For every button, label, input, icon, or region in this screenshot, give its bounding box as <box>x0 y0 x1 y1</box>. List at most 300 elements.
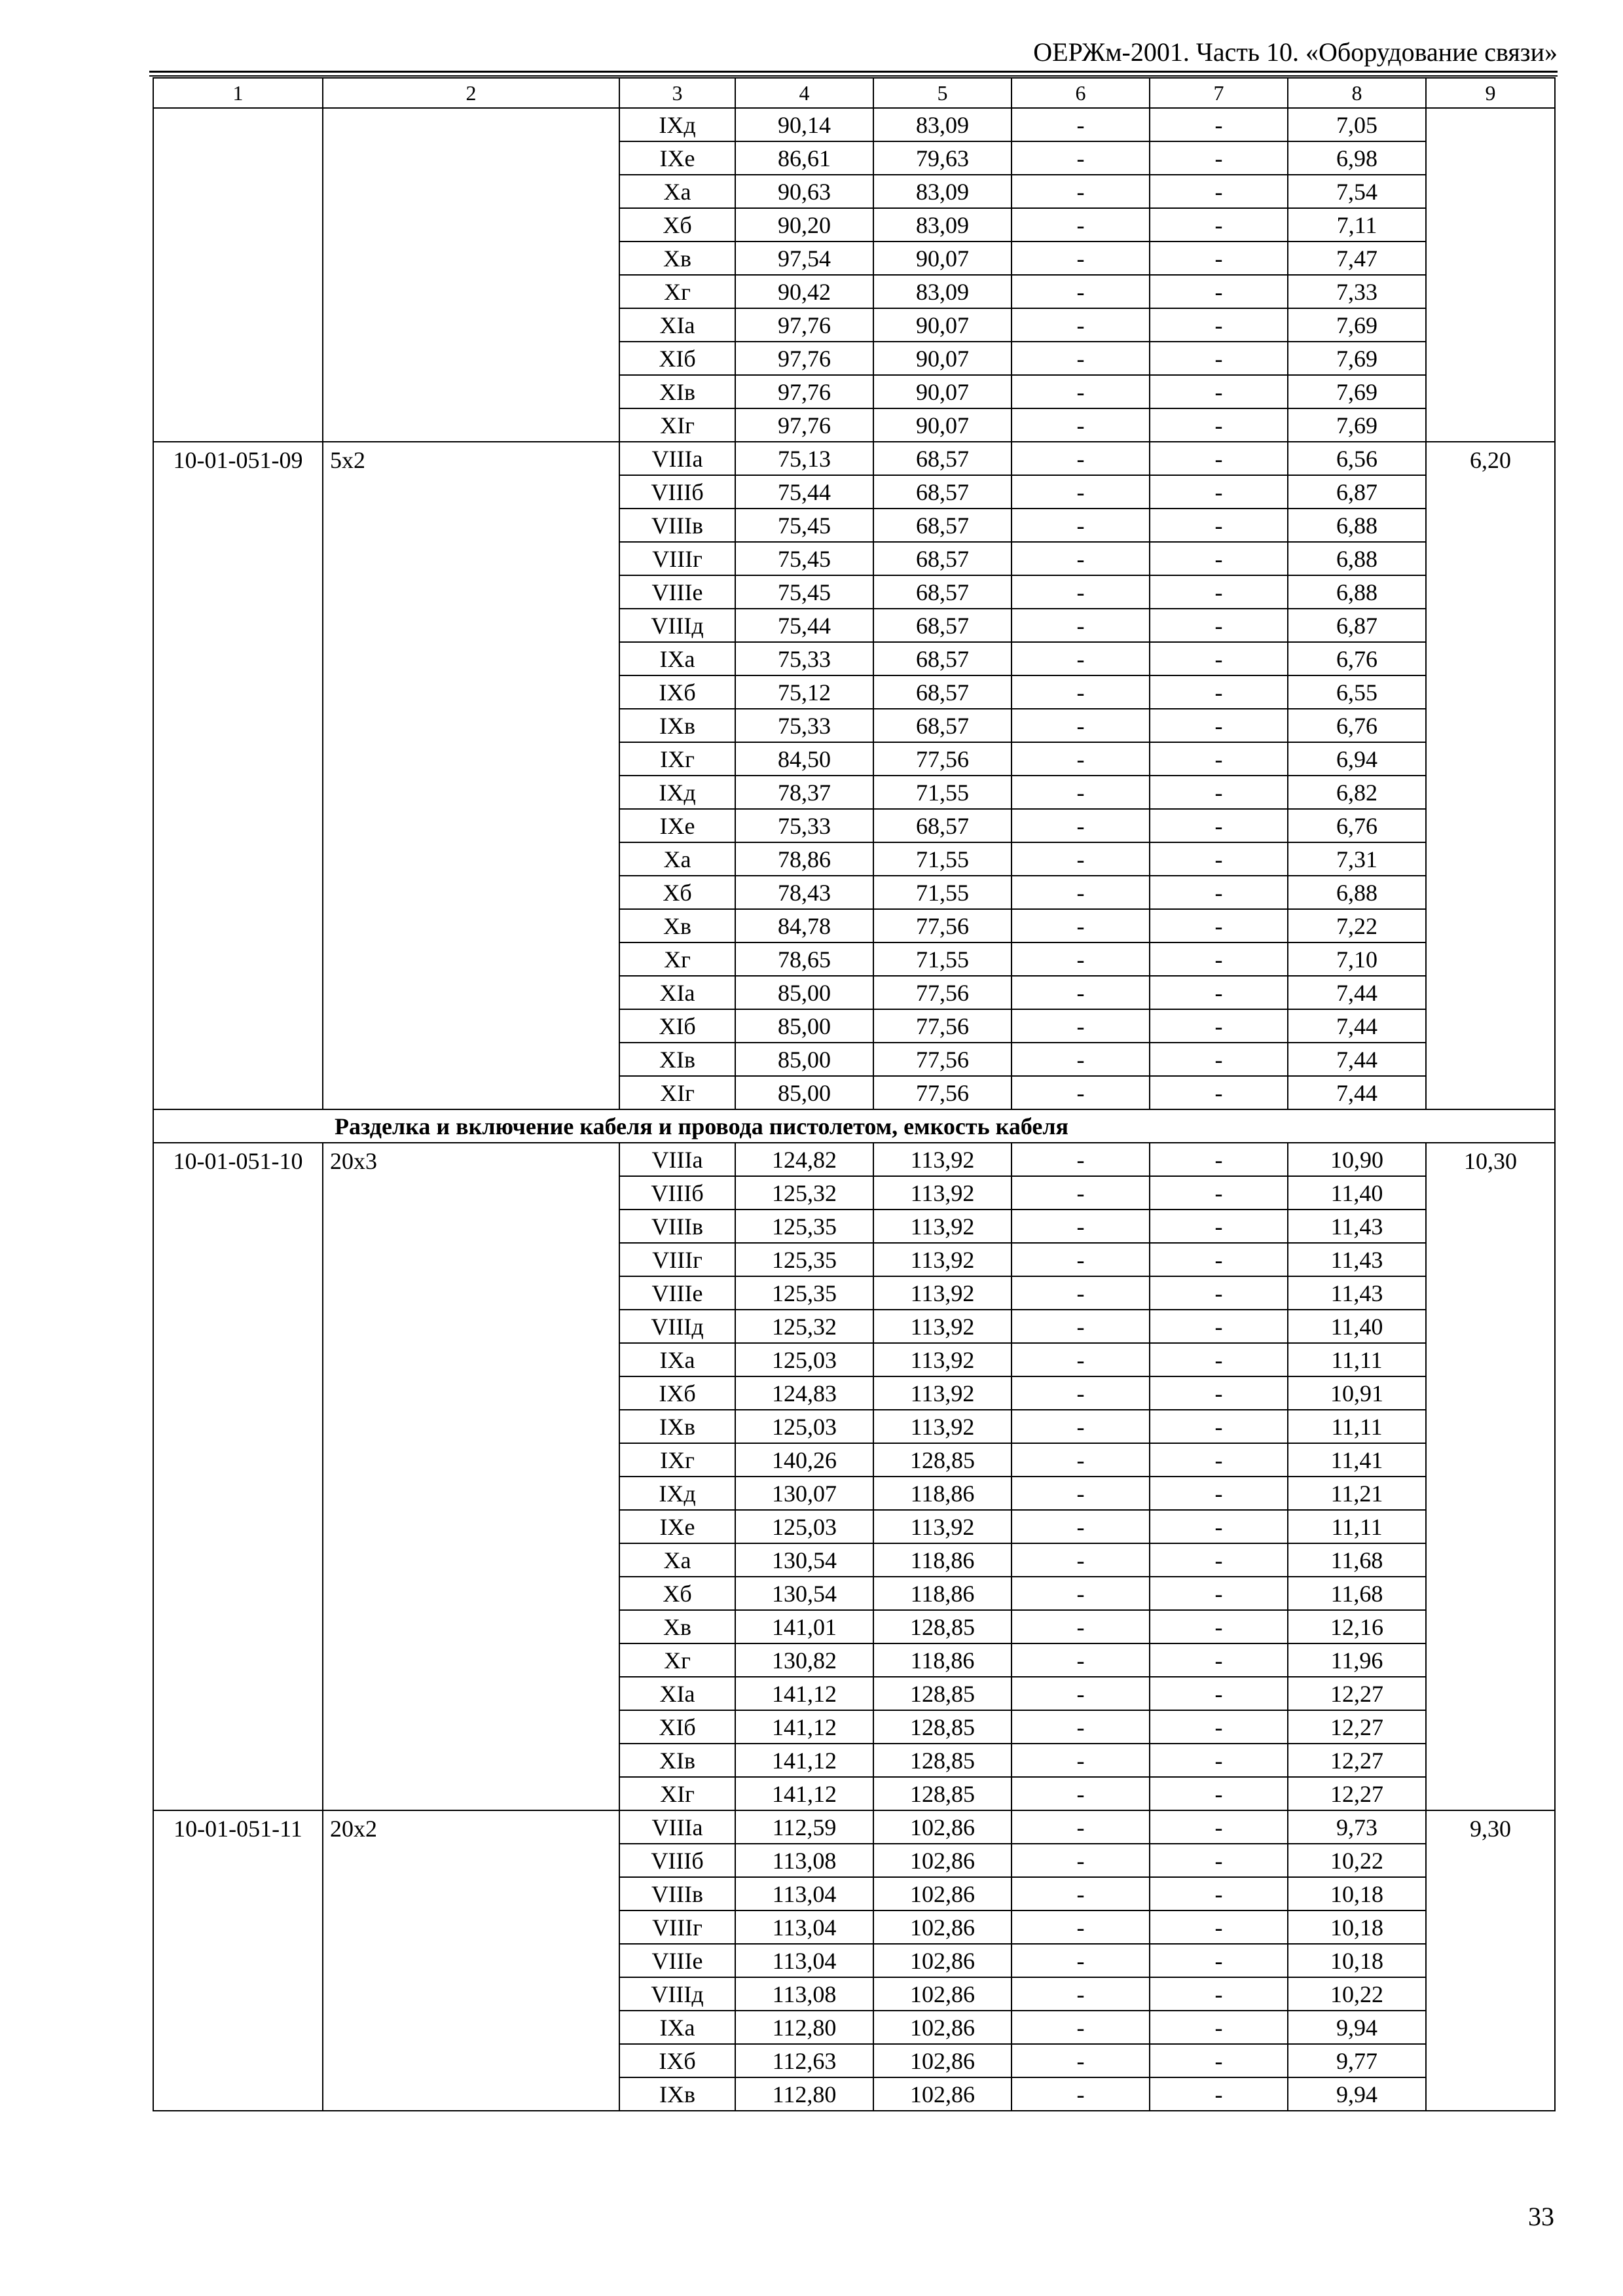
value-col8-cell: 6,88 <box>1288 509 1426 542</box>
zone-cell: VIIIг <box>619 1910 735 1944</box>
value-col7-cell: - <box>1150 1443 1288 1477</box>
value-col8-cell: 6,76 <box>1288 642 1426 675</box>
value-col7-cell: - <box>1150 1343 1288 1376</box>
value-col4-cell: 75,45 <box>735 575 873 609</box>
value-col6-cell: - <box>1012 1677 1150 1710</box>
value-col4-cell: 84,50 <box>735 742 873 776</box>
zone-cell: XIв <box>619 1043 735 1076</box>
value-col8-cell: 10,18 <box>1288 1910 1426 1944</box>
value-col4-cell: 112,80 <box>735 2011 873 2044</box>
zone-cell: XIб <box>619 1009 735 1043</box>
value-col6-cell: - <box>1012 2077 1150 2111</box>
value-col7-cell: - <box>1150 809 1288 842</box>
zone-cell: Xб <box>619 876 735 909</box>
value-col5-cell: 118,86 <box>873 1577 1012 1610</box>
value-col8-cell: 11,21 <box>1288 1477 1426 1510</box>
value-col4-cell: 125,32 <box>735 1310 873 1343</box>
value-col4-cell: 130,54 <box>735 1577 873 1610</box>
value-col7-cell: - <box>1150 208 1288 242</box>
zone-cell: VIIIд <box>619 609 735 642</box>
value-col5-cell: 68,57 <box>873 675 1012 709</box>
zone-cell: Xа <box>619 1543 735 1577</box>
value-col8-cell: 7,44 <box>1288 1009 1426 1043</box>
zone-cell: IXа <box>619 1343 735 1376</box>
value-col7-cell: - <box>1150 1710 1288 1744</box>
value-col8-cell: 6,87 <box>1288 475 1426 509</box>
value-col6-cell: - <box>1012 208 1150 242</box>
value-col8-cell: 7,11 <box>1288 208 1426 242</box>
value-col5-cell: 83,09 <box>873 108 1012 141</box>
value-col8-cell: 10,22 <box>1288 1844 1426 1877</box>
value-col4-cell: 130,82 <box>735 1643 873 1677</box>
value-col7-cell: - <box>1150 776 1288 809</box>
value-col4-cell: 140,26 <box>735 1443 873 1477</box>
value-col8-cell: 7,69 <box>1288 308 1426 342</box>
zone-cell: XIа <box>619 308 735 342</box>
col9-cell: 10,30 <box>1426 1143 1555 1810</box>
zone-cell: VIIIв <box>619 509 735 542</box>
value-col7-cell: - <box>1150 1944 1288 1977</box>
value-col6-cell: - <box>1012 175 1150 208</box>
value-col8-cell: 7,44 <box>1288 1043 1426 1076</box>
value-col7-cell: - <box>1150 1510 1288 1543</box>
zone-cell: IXб <box>619 675 735 709</box>
value-col4-cell: 124,82 <box>735 1143 873 1176</box>
value-col5-cell: 68,57 <box>873 642 1012 675</box>
value-col7-cell: - <box>1150 2044 1288 2077</box>
value-col5-cell: 79,63 <box>873 141 1012 175</box>
value-col4-cell: 125,32 <box>735 1176 873 1210</box>
value-col6-cell: - <box>1012 742 1150 776</box>
value-col8-cell: 7,44 <box>1288 976 1426 1009</box>
value-col4-cell: 125,03 <box>735 1410 873 1443</box>
value-col5-cell: 128,85 <box>873 1610 1012 1643</box>
value-col6-cell: - <box>1012 1310 1150 1343</box>
value-col4-cell: 125,03 <box>735 1343 873 1376</box>
value-col4-cell: 78,37 <box>735 776 873 809</box>
header-rule <box>149 71 1558 73</box>
value-col8-cell: 7,10 <box>1288 942 1426 976</box>
zone-cell: IXд <box>619 776 735 809</box>
value-col5-cell: 68,57 <box>873 609 1012 642</box>
value-col6-cell: - <box>1012 509 1150 542</box>
value-col5-cell: 113,92 <box>873 1210 1012 1243</box>
value-col4-cell: 141,12 <box>735 1677 873 1710</box>
value-col6-cell: - <box>1012 1276 1150 1310</box>
value-col6-cell: - <box>1012 1844 1150 1877</box>
zone-cell: Xб <box>619 1577 735 1610</box>
value-col4-cell: 75,12 <box>735 675 873 709</box>
cable-size-cell: 20х3 <box>323 1143 619 1810</box>
value-col6-cell: - <box>1012 575 1150 609</box>
value-col6-cell: - <box>1012 1009 1150 1043</box>
value-col8-cell: 7,69 <box>1288 375 1426 408</box>
value-col8-cell: 11,40 <box>1288 1176 1426 1210</box>
col9-cell <box>1426 108 1555 442</box>
value-col6-cell: - <box>1012 1443 1150 1477</box>
value-col4-cell: 112,59 <box>735 1810 873 1844</box>
page-number: 33 <box>1528 2202 1554 2231</box>
zone-cell: IXв <box>619 2077 735 2111</box>
value-col4-cell: 112,80 <box>735 2077 873 2111</box>
value-col8-cell: 11,96 <box>1288 1643 1426 1677</box>
value-col5-cell: 102,86 <box>873 2011 1012 2044</box>
value-col8-cell: 11,40 <box>1288 1310 1426 1343</box>
value-col5-cell: 113,92 <box>873 1410 1012 1443</box>
value-col4-cell: 113,04 <box>735 1910 873 1944</box>
value-col6-cell: - <box>1012 1710 1150 1744</box>
value-col6-cell: - <box>1012 2011 1150 2044</box>
zone-cell: XIб <box>619 1710 735 1744</box>
value-col7-cell: - <box>1150 542 1288 575</box>
value-col8-cell: 12,27 <box>1288 1710 1426 1744</box>
value-col5-cell: 102,86 <box>873 1910 1012 1944</box>
value-col6-cell: - <box>1012 1243 1150 1276</box>
table-row <box>153 108 1555 141</box>
value-col8-cell: 11,11 <box>1288 1410 1426 1443</box>
value-col8-cell: 6,82 <box>1288 776 1426 809</box>
value-col6-cell: - <box>1012 1944 1150 1977</box>
value-col4-cell: 113,04 <box>735 1877 873 1910</box>
rates-table <box>153 77 1556 2111</box>
value-col6-cell: - <box>1012 1810 1150 1844</box>
value-col4-cell: 141,12 <box>735 1710 873 1744</box>
value-col7-cell: - <box>1150 1677 1288 1710</box>
value-col7-cell: - <box>1150 1043 1288 1076</box>
value-col8-cell: 11,41 <box>1288 1443 1426 1477</box>
value-col4-cell: 78,86 <box>735 842 873 876</box>
value-col5-cell: 71,55 <box>873 842 1012 876</box>
value-col6-cell: - <box>1012 842 1150 876</box>
value-col6-cell: - <box>1012 809 1150 842</box>
value-col5-cell: 71,55 <box>873 876 1012 909</box>
value-col7-cell: - <box>1150 876 1288 909</box>
zone-cell: Xв <box>619 242 735 275</box>
col9-cell: 9,30 <box>1426 1810 1555 2111</box>
value-col6-cell: - <box>1012 609 1150 642</box>
zone-cell: IXе <box>619 809 735 842</box>
value-col4-cell: 113,08 <box>735 1977 873 2011</box>
zone-cell: XIг <box>619 1777 735 1810</box>
zone-cell: Xг <box>619 1643 735 1677</box>
value-col7-cell: - <box>1150 675 1288 709</box>
value-col8-cell: 7,31 <box>1288 842 1426 876</box>
value-col4-cell: 75,33 <box>735 642 873 675</box>
zone-cell: IXг <box>619 1443 735 1477</box>
column-number-cell: 1 <box>153 78 323 108</box>
value-col8-cell: 11,43 <box>1288 1210 1426 1243</box>
zone-cell: IXд <box>619 1477 735 1510</box>
value-col8-cell: 11,43 <box>1288 1276 1426 1310</box>
value-col6-cell: - <box>1012 1543 1150 1577</box>
value-col6-cell: - <box>1012 1176 1150 1210</box>
zone-cell: VIIIв <box>619 1210 735 1243</box>
value-col7-cell: - <box>1150 1977 1288 2011</box>
zone-cell: IXа <box>619 642 735 675</box>
value-col5-cell: 113,92 <box>873 1176 1012 1210</box>
zone-cell: IXд <box>619 108 735 141</box>
value-col4-cell: 78,65 <box>735 942 873 976</box>
zone-cell: VIIIа <box>619 1810 735 1844</box>
value-col4-cell: 141,12 <box>735 1777 873 1810</box>
value-col6-cell: - <box>1012 408 1150 442</box>
value-col6-cell: - <box>1012 942 1150 976</box>
value-col7-cell: - <box>1150 1910 1288 1944</box>
zone-cell: IXб <box>619 2044 735 2077</box>
value-col5-cell: 68,57 <box>873 442 1012 475</box>
value-col7-cell: - <box>1150 1276 1288 1310</box>
value-col6-cell: - <box>1012 1977 1150 2011</box>
value-col8-cell: 9,94 <box>1288 2011 1426 2044</box>
value-col7-cell: - <box>1150 2077 1288 2111</box>
value-col5-cell: 90,07 <box>873 408 1012 442</box>
zone-cell: Xа <box>619 842 735 876</box>
value-col5-cell: 102,86 <box>873 1877 1012 1910</box>
value-col7-cell: - <box>1150 1543 1288 1577</box>
value-col8-cell: 6,94 <box>1288 742 1426 776</box>
rate-code-cell: 10-01-051-10 <box>153 1143 323 1810</box>
value-col4-cell: 130,07 <box>735 1477 873 1510</box>
value-col5-cell: 102,86 <box>873 1810 1012 1844</box>
rates-table-body <box>153 78 1555 2111</box>
value-col5-cell: 113,92 <box>873 1143 1012 1176</box>
value-col5-cell: 68,57 <box>873 709 1012 742</box>
value-col4-cell: 113,04 <box>735 1944 873 1977</box>
value-col7-cell: - <box>1150 408 1288 442</box>
zone-cell: IXг <box>619 742 735 776</box>
value-col8-cell: 11,43 <box>1288 1243 1426 1276</box>
column-number-cell: 3 <box>619 78 735 108</box>
value-col4-cell: 86,61 <box>735 141 873 175</box>
value-col7-cell: - <box>1150 1176 1288 1210</box>
value-col4-cell: 141,12 <box>735 1744 873 1777</box>
value-col7-cell: - <box>1150 2011 1288 2044</box>
value-col5-cell: 128,85 <box>873 1443 1012 1477</box>
value-col4-cell: 84,78 <box>735 909 873 942</box>
value-col6-cell: - <box>1012 242 1150 275</box>
value-col4-cell: 113,08 <box>735 1844 873 1877</box>
value-col8-cell: 6,88 <box>1288 575 1426 609</box>
value-col4-cell: 125,35 <box>735 1276 873 1310</box>
value-col6-cell: - <box>1012 776 1150 809</box>
value-col8-cell: 6,55 <box>1288 675 1426 709</box>
value-col8-cell: 7,69 <box>1288 342 1426 375</box>
value-col7-cell: - <box>1150 1810 1288 1844</box>
value-col8-cell: 11,68 <box>1288 1543 1426 1577</box>
zone-cell: Xг <box>619 275 735 308</box>
value-col5-cell: 102,86 <box>873 2077 1012 2111</box>
value-col8-cell: 10,18 <box>1288 1877 1426 1910</box>
value-col7-cell: - <box>1150 242 1288 275</box>
value-col5-cell: 113,92 <box>873 1276 1012 1310</box>
value-col8-cell: 7,47 <box>1288 242 1426 275</box>
value-col4-cell: 124,83 <box>735 1376 873 1410</box>
value-col5-cell: 102,86 <box>873 1977 1012 2011</box>
value-col4-cell: 130,54 <box>735 1543 873 1577</box>
value-col8-cell: 6,88 <box>1288 542 1426 575</box>
column-number-cell: 4 <box>735 78 873 108</box>
value-col8-cell: 6,88 <box>1288 876 1426 909</box>
value-col5-cell: 90,07 <box>873 375 1012 408</box>
zone-cell: VIIIг <box>619 542 735 575</box>
value-col8-cell: 6,87 <box>1288 609 1426 642</box>
col9-cell: 6,20 <box>1426 442 1555 1109</box>
value-col4-cell: 75,33 <box>735 809 873 842</box>
value-col7-cell: - <box>1150 342 1288 375</box>
zone-cell: VIIIд <box>619 1977 735 2011</box>
zone-cell: VIIIе <box>619 575 735 609</box>
value-col4-cell: 85,00 <box>735 1076 873 1109</box>
value-col4-cell: 97,76 <box>735 342 873 375</box>
value-col5-cell: 71,55 <box>873 942 1012 976</box>
value-col8-cell: 6,56 <box>1288 442 1426 475</box>
value-col5-cell: 77,56 <box>873 1043 1012 1076</box>
value-col8-cell: 6,76 <box>1288 809 1426 842</box>
size-cell <box>323 108 619 442</box>
zone-cell: XIа <box>619 976 735 1009</box>
zone-cell: IXв <box>619 709 735 742</box>
value-col4-cell: 141,01 <box>735 1610 873 1643</box>
value-col7-cell: - <box>1150 509 1288 542</box>
value-col4-cell: 90,20 <box>735 208 873 242</box>
value-col7-cell: - <box>1150 1009 1288 1043</box>
value-col4-cell: 125,03 <box>735 1510 873 1543</box>
value-col4-cell: 90,14 <box>735 108 873 141</box>
value-col6-cell: - <box>1012 2044 1150 2077</box>
value-col5-cell: 118,86 <box>873 1477 1012 1510</box>
value-col5-cell: 128,85 <box>873 1777 1012 1810</box>
value-col5-cell: 113,92 <box>873 1243 1012 1276</box>
zone-cell: VIIIе <box>619 1276 735 1310</box>
value-col6-cell: - <box>1012 108 1150 141</box>
value-col4-cell: 75,13 <box>735 442 873 475</box>
value-col5-cell: 77,56 <box>873 976 1012 1009</box>
value-col4-cell: 75,44 <box>735 609 873 642</box>
zone-cell: VIIIа <box>619 442 735 475</box>
value-col6-cell: - <box>1012 709 1150 742</box>
column-number-cell: 7 <box>1150 78 1288 108</box>
value-col6-cell: - <box>1012 909 1150 942</box>
value-col7-cell: - <box>1150 909 1288 942</box>
value-col4-cell: 75,45 <box>735 542 873 575</box>
value-col7-cell: - <box>1150 709 1288 742</box>
value-col5-cell: 77,56 <box>873 742 1012 776</box>
value-col7-cell: - <box>1150 1844 1288 1877</box>
value-col7-cell: - <box>1150 1577 1288 1610</box>
cable-size-cell: 5х2 <box>323 442 619 1109</box>
value-col6-cell: - <box>1012 1043 1150 1076</box>
value-col5-cell: 128,85 <box>873 1710 1012 1744</box>
value-col7-cell: - <box>1150 308 1288 342</box>
value-col7-cell: - <box>1150 1310 1288 1343</box>
value-col5-cell: 102,86 <box>873 1944 1012 1977</box>
value-col7-cell: - <box>1150 175 1288 208</box>
value-col7-cell: - <box>1150 1243 1288 1276</box>
value-col5-cell: 83,09 <box>873 208 1012 242</box>
value-col7-cell: - <box>1150 642 1288 675</box>
zone-cell: Xб <box>619 208 735 242</box>
value-col6-cell: - <box>1012 442 1150 475</box>
value-col4-cell: 85,00 <box>735 976 873 1009</box>
value-col8-cell: 9,77 <box>1288 2044 1426 2077</box>
value-col8-cell: 7,69 <box>1288 408 1426 442</box>
value-col8-cell: 12,27 <box>1288 1777 1426 1810</box>
column-number-cell: 9 <box>1426 78 1555 108</box>
value-col6-cell: - <box>1012 1210 1150 1243</box>
value-col4-cell: 90,63 <box>735 175 873 208</box>
zone-cell: Xв <box>619 909 735 942</box>
value-col5-cell: 77,56 <box>873 1009 1012 1043</box>
value-col4-cell: 75,33 <box>735 709 873 742</box>
value-col4-cell: 75,44 <box>735 475 873 509</box>
header-rule-secondary <box>149 75 1558 77</box>
value-col8-cell: 11,11 <box>1288 1343 1426 1376</box>
value-col5-cell: 128,85 <box>873 1744 1012 1777</box>
zone-cell: IXа <box>619 2011 735 2044</box>
table-row <box>153 1810 1555 1844</box>
value-col8-cell: 11,68 <box>1288 1577 1426 1610</box>
value-col8-cell: 7,33 <box>1288 275 1426 308</box>
value-col6-cell: - <box>1012 1577 1150 1610</box>
value-col7-cell: - <box>1150 942 1288 976</box>
zone-cell: IXе <box>619 141 735 175</box>
value-col5-cell: 113,92 <box>873 1376 1012 1410</box>
column-number-row <box>153 78 1555 108</box>
value-col7-cell: - <box>1150 976 1288 1009</box>
value-col6-cell: - <box>1012 1777 1150 1810</box>
value-col7-cell: - <box>1150 1777 1288 1810</box>
zone-cell: Xв <box>619 1610 735 1643</box>
value-col4-cell: 97,54 <box>735 242 873 275</box>
value-col4-cell: 78,43 <box>735 876 873 909</box>
value-col5-cell: 90,07 <box>873 308 1012 342</box>
zone-cell: VIIIб <box>619 1176 735 1210</box>
value-col6-cell: - <box>1012 1143 1150 1176</box>
zone-cell: VIIIг <box>619 1243 735 1276</box>
value-col6-cell: - <box>1012 375 1150 408</box>
zone-cell: VIIIб <box>619 1844 735 1877</box>
value-col7-cell: - <box>1150 1376 1288 1410</box>
value-col8-cell: 10,22 <box>1288 1977 1426 2011</box>
value-col7-cell: - <box>1150 1410 1288 1443</box>
value-col4-cell: 90,42 <box>735 275 873 308</box>
value-col7-cell: - <box>1150 842 1288 876</box>
value-col5-cell: 68,57 <box>873 509 1012 542</box>
value-col6-cell: - <box>1012 876 1150 909</box>
cable-size-cell: 20х2 <box>323 1810 619 2111</box>
value-col8-cell: 12,16 <box>1288 1610 1426 1643</box>
zone-cell: VIIIа <box>619 1143 735 1176</box>
value-col7-cell: - <box>1150 442 1288 475</box>
zone-cell: IXв <box>619 1410 735 1443</box>
value-col5-cell: 90,07 <box>873 342 1012 375</box>
value-col5-cell: 71,55 <box>873 776 1012 809</box>
value-col7-cell: - <box>1150 1744 1288 1777</box>
zone-cell: IXе <box>619 1510 735 1543</box>
rate-code-cell: 10-01-051-11 <box>153 1810 323 2111</box>
value-col5-cell: 83,09 <box>873 275 1012 308</box>
value-col4-cell: 97,76 <box>735 375 873 408</box>
value-col6-cell: - <box>1012 1510 1150 1543</box>
value-col5-cell: 77,56 <box>873 1076 1012 1109</box>
zone-cell: XIа <box>619 1677 735 1710</box>
value-col6-cell: - <box>1012 1477 1150 1510</box>
value-col5-cell: 90,07 <box>873 242 1012 275</box>
value-col6-cell: - <box>1012 976 1150 1009</box>
value-col6-cell: - <box>1012 1744 1150 1777</box>
value-col8-cell: 12,27 <box>1288 1744 1426 1777</box>
value-col7-cell: - <box>1150 1477 1288 1510</box>
